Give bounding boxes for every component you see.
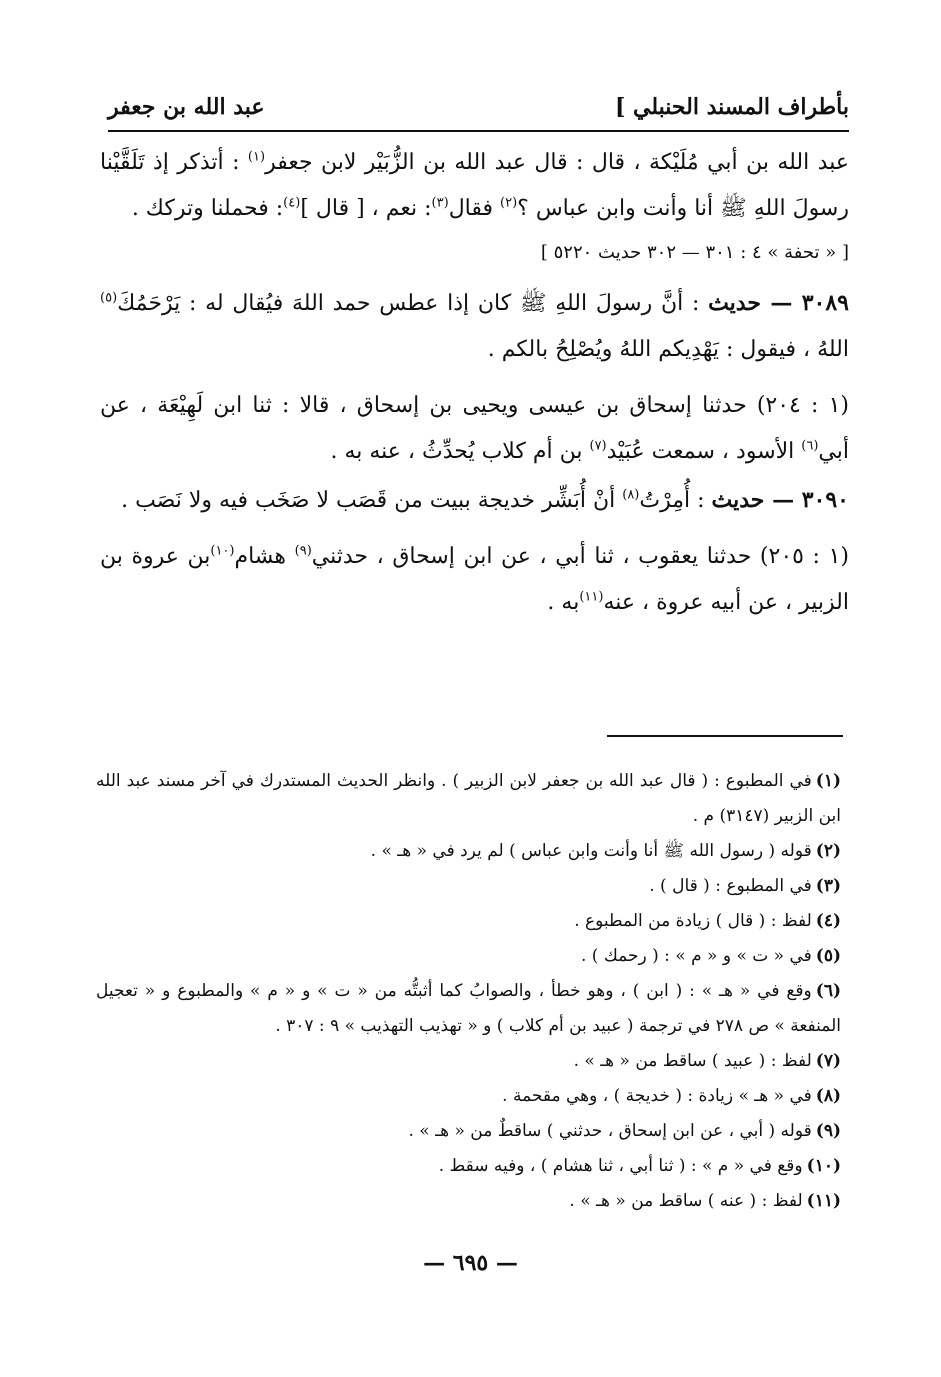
footnote-text: في « هـ » زيادة : ( خديجة ) ، وهي مقحمة .	[502, 1086, 812, 1106]
text-run: : نعم ، [ قال ]	[300, 196, 432, 221]
footnote-mark: (١٠)	[806, 1156, 841, 1176]
text-run: عبد الله بن أبي مُلَيْكة ، قال : قال عبد الله بن الزُّبَيْر لابن جعفر	[265, 150, 849, 175]
footnote-text: وقع في « م » : ( ثنا أبي ، ثنا هشام ) ، وفيه سقط .	[438, 1156, 803, 1176]
footnote-ref: (١)	[247, 149, 266, 165]
footnote-text: لفظ : ( عبيد ) ساقط من « هـ » .	[573, 1051, 812, 1071]
paragraph-continuation	[100, 140, 849, 232]
hadith-3089	[100, 280, 849, 373]
footnote-item	[96, 1079, 841, 1114]
hadith-number: ٣٠٨٩	[801, 290, 849, 316]
text-run: اللهُ ، فيقول : يَهْدِيكم اللهُ ويُصْلِحُ بالكم .	[487, 337, 849, 362]
footnote-item	[96, 904, 841, 939]
text-run: بن عروة بن الزبير ، عن أبيه عروة ، عنه	[100, 544, 849, 615]
isnad-3090	[100, 534, 849, 626]
footnote-text: في المطبوع : ( قال عبد الله بن جعفر لابن الزبير ) . وانظر الحديث المستدرك في آخر مسند عبد الله ابن الزبير (٣١٤٧) م .	[96, 771, 841, 826]
text-run: الأسود ، سمعت عُبَيْد	[606, 439, 802, 464]
footnote-mark: (١)	[815, 771, 841, 791]
footnote-item	[96, 1184, 841, 1219]
main-text	[100, 140, 849, 626]
footnote-item	[96, 764, 841, 834]
footnote-text: قوله ( أبي ، عن ابن إسحاق ، حدثني ) ساقطٌ من « هـ » .	[408, 1121, 812, 1141]
footnote-ref: (١١)	[579, 589, 604, 605]
isnad-3089	[100, 383, 849, 475]
text-run: : أنَّ رسولَ اللهِ ﷺ كان إذا عطس حمد اللهَ فيُقال له : يَرْحَمُكَ	[117, 291, 709, 316]
text-run: أنْ أُبَشِّر خديجة ببيت من قَصَب لا صَخَب فيه ولا نَصَب .	[121, 488, 623, 513]
footnote-text: لفظ : ( عنه ) ساقط من « هـ » .	[569, 1191, 803, 1211]
text-run: هشام	[234, 544, 295, 569]
text-run: : أتذكر إذ تَلَقَّيْنا رسولَ اللهِ ﷺ أنا وأنت وابن عباس ؟	[100, 150, 849, 221]
footnote-mark: (١١)	[806, 1191, 841, 1211]
hadith-number: ٣٠٩٠	[801, 487, 849, 513]
footnote-text: وقع في « هـ » : ( ابن ) ، وهو خطأ ، والصوابُ كما أثبتُّه من « ت » و « م » والمطبوع و « تعجيل المنفعة » ص ٢٧٨ في ترجمة ( عبيد بن أم كلاب ) و « تهذيب التهذيب » ٩ : ٣٠٧ .	[96, 981, 841, 1036]
text-run: به .	[547, 590, 580, 615]
header-title-left: عبد الله بن جعفر	[108, 94, 265, 120]
footnote-item	[96, 834, 841, 869]
citation-tuhfa: [ « تحفة » ٤ : ٣٠١ — ٣٠٢ حديث ٥٢٢٠ ]	[540, 242, 849, 263]
footnote-ref: (٧)	[589, 438, 607, 454]
text-run: (١ : ٢٠٥) حدثنا يعقوب ، ثنا أبي ، عن ابن إسحاق ، حدثني	[311, 544, 849, 569]
footnote-ref: (١٠)	[210, 543, 235, 559]
header-title-right: بأطراف المسند الحنبلي ]	[614, 94, 849, 120]
text-run: (١ : ٢٠٤) حدثنا إسحاق بن عيسى ويحيى بن إسحاق ، قالا : ثنا ابن لَهِيْعَة ، عن أبي	[100, 393, 849, 464]
hadith-keyword: — حديث	[708, 290, 802, 316]
footnotes	[96, 764, 841, 1219]
footnote-ref: (٤)	[283, 195, 301, 211]
text-run: فقال	[448, 196, 501, 221]
footnote-ref: (٦)	[801, 438, 819, 454]
header-rule	[108, 130, 849, 132]
footnote-item	[96, 974, 841, 1044]
footnote-mark: (٥)	[815, 946, 841, 966]
footnote-item	[96, 1149, 841, 1184]
footnote-separator	[607, 735, 843, 737]
footnote-text: في المطبوع : ( قال ) .	[649, 876, 812, 896]
footnote-item	[96, 869, 841, 904]
hadith-keyword: — حديث	[711, 487, 802, 513]
footnote-item	[96, 939, 841, 974]
footnote-mark: (٦)	[815, 981, 841, 1001]
footnote-mark: (٣)	[815, 876, 841, 896]
footnote-text: لفظ : ( قال ) زيادة من المطبوع .	[574, 911, 812, 931]
footnote-item	[96, 1044, 841, 1079]
footnote-ref: (٣)	[431, 195, 449, 211]
footnote-mark: (٢)	[815, 841, 841, 861]
text-run: : أُمِرْتُ	[639, 488, 712, 513]
footnote-mark: (٩)	[815, 1121, 841, 1141]
footnote-ref: (٥)	[100, 290, 118, 306]
text-run: بن أم كلاب يُحدِّثُ ، عنه به .	[330, 439, 590, 464]
page-number: — ٦٩٥ —	[423, 1250, 518, 1276]
footnote-text: في « ت » و « م » : ( رحمك ) .	[581, 946, 812, 966]
footnote-ref: (٢)	[500, 195, 518, 211]
footnote-mark: (٨)	[815, 1086, 841, 1106]
footnote-text: قوله ( رسول الله ﷺ أنا وأنت وابن عباس ) لم يرد في « هـ » .	[370, 841, 812, 861]
footnote-item	[96, 1114, 841, 1149]
footnote-mark: (٧)	[815, 1051, 841, 1071]
running-header	[108, 92, 849, 122]
footnote-mark: (٤)	[815, 911, 841, 931]
text-run: : فحملنا وتركك .	[131, 196, 284, 221]
hadith-3090	[100, 477, 849, 524]
footnote-ref: (٨)	[622, 487, 640, 503]
footnote-ref: (٩)	[294, 543, 312, 559]
